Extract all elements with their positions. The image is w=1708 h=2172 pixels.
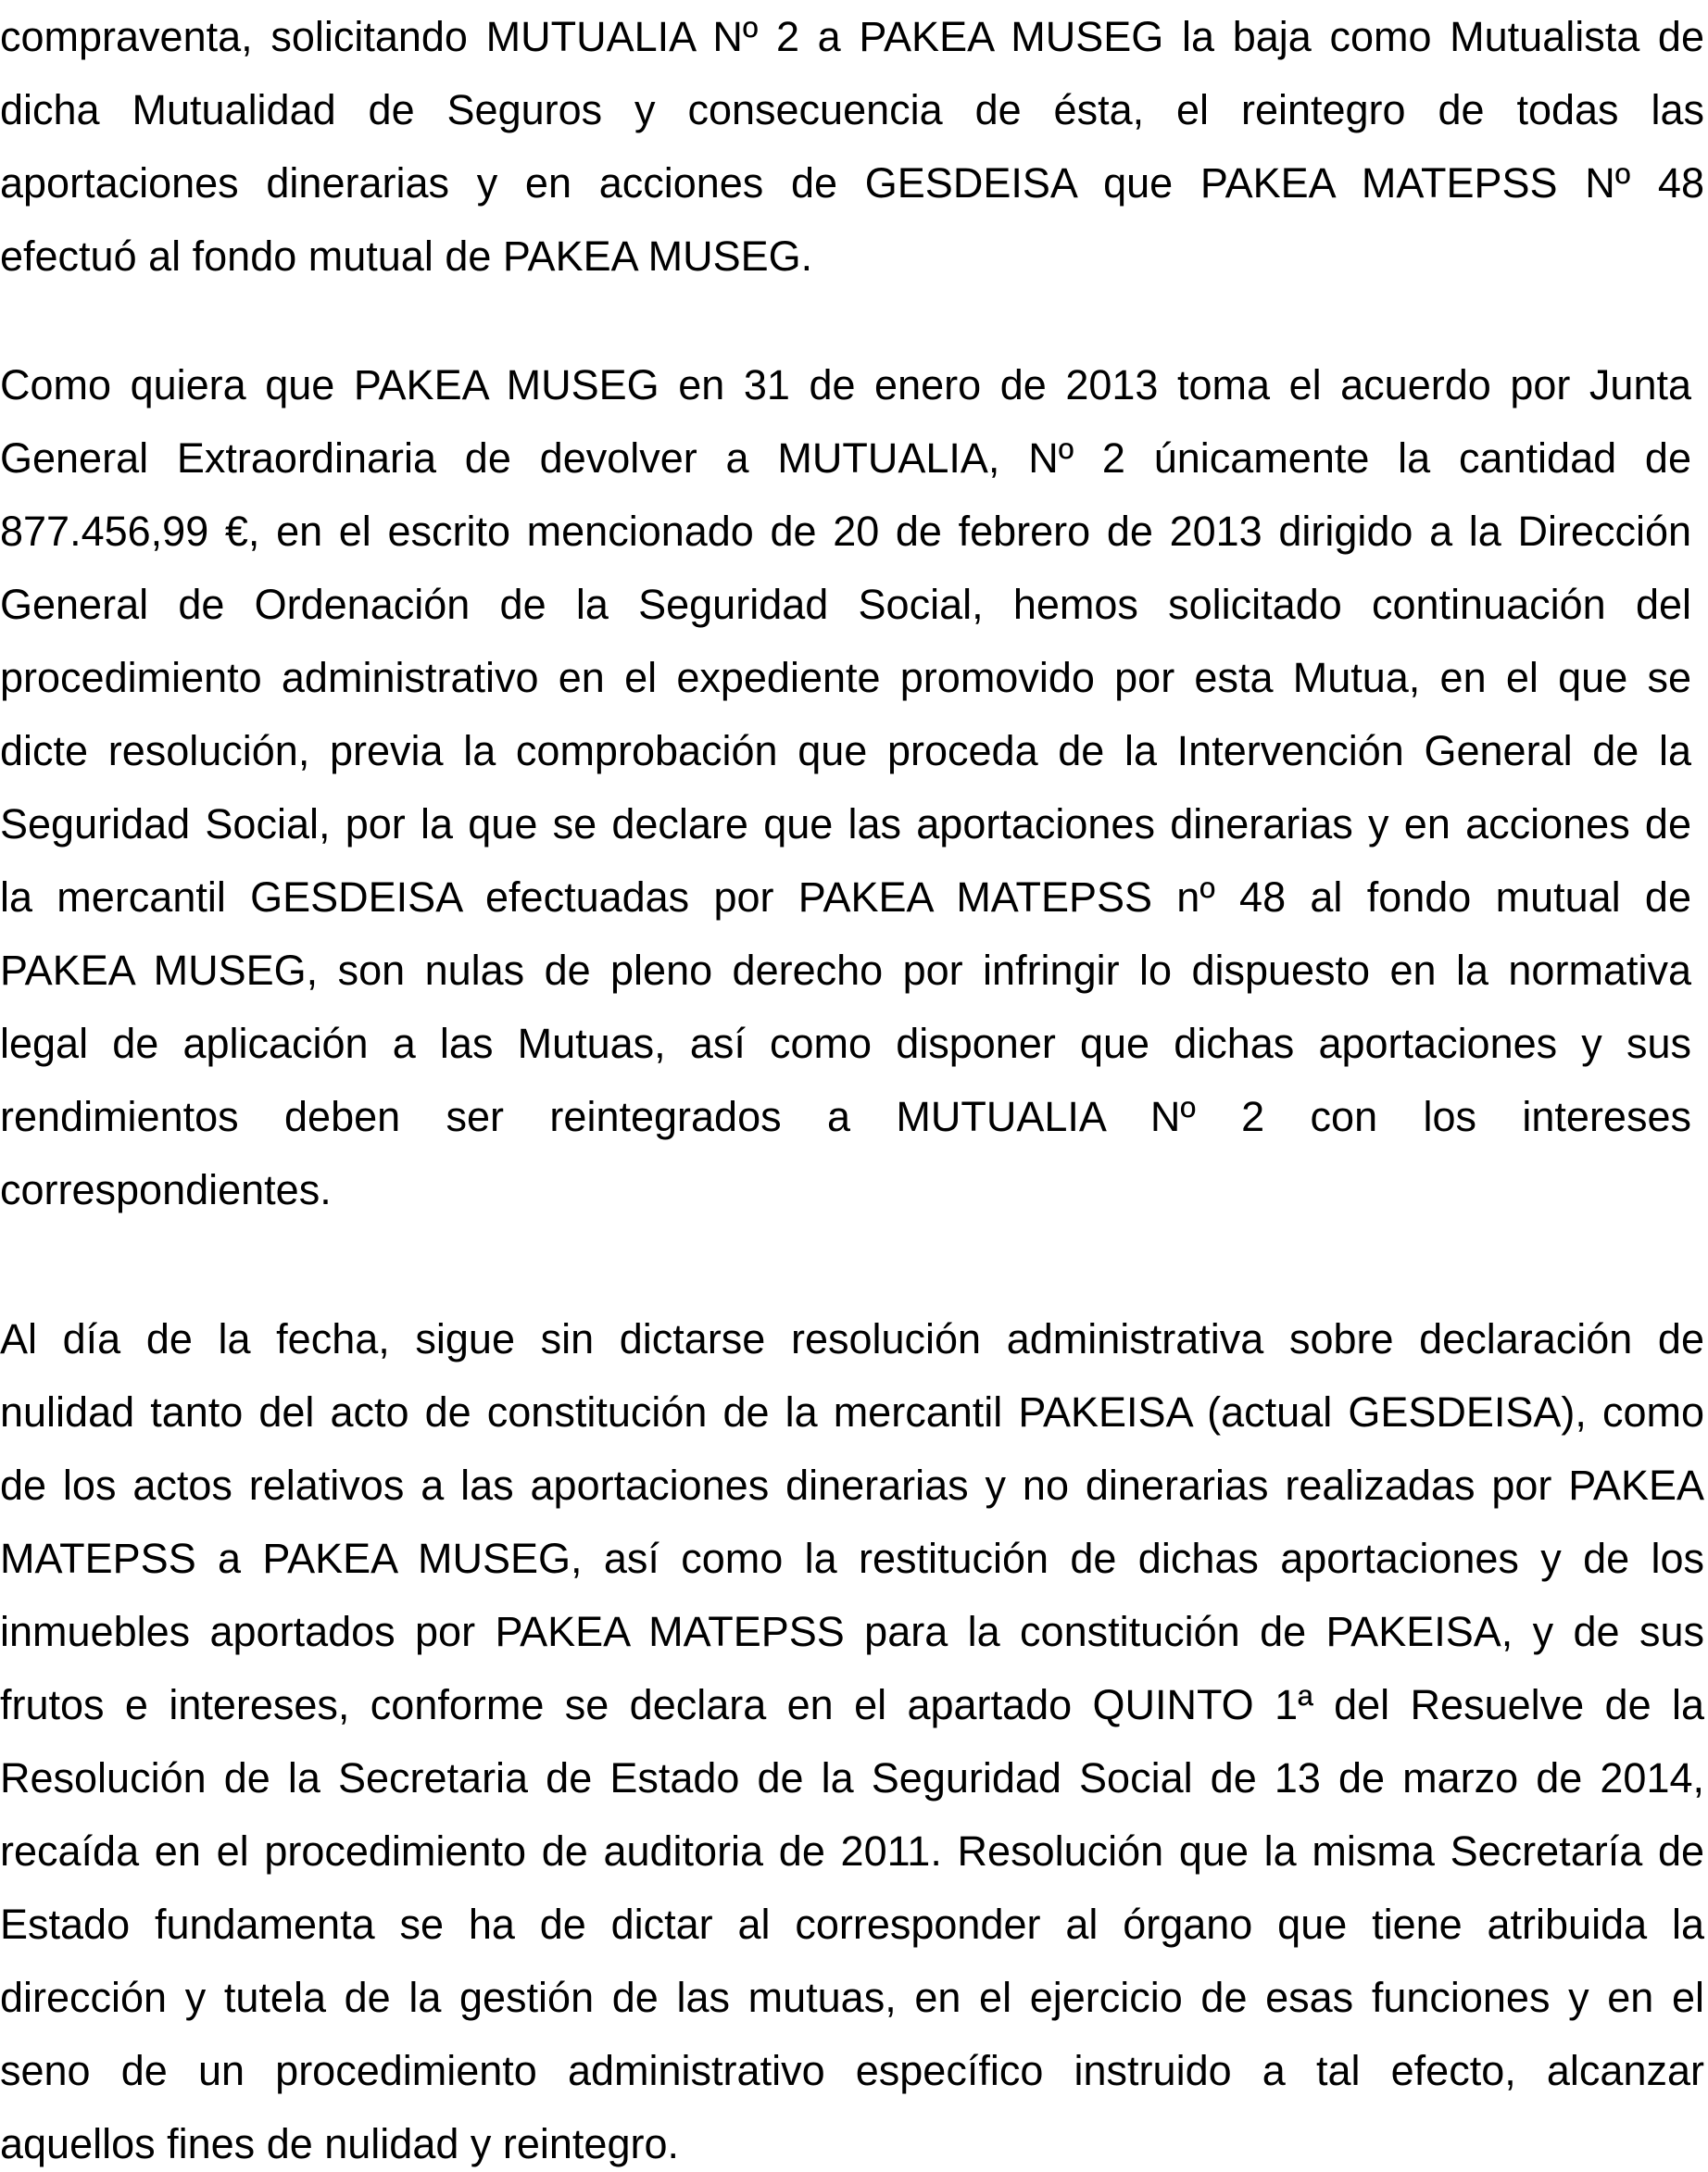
paragraph xyxy=(0,0,1704,293)
text-line: Estado fundamenta se ha de dictar al corresponder al órgano que tiene atribuida la xyxy=(0,1901,1704,1948)
text-line: la mercantil GESDEISA efectuadas por PAKEA MATEPSS nº 48 al fondo mutual de xyxy=(0,873,1691,921)
text-line: seno de un procedimiento administrativo específico instruido a tal efecto, alcanzar xyxy=(0,2047,1704,2094)
paragraph xyxy=(0,348,1691,1226)
text-line: 877.456,99 €, en el escrito mencionado de 20 de febrero de 2013 dirigido a la Dirección xyxy=(0,508,1691,555)
text-line: Como quiera que PAKEA MUSEG en 31 de enero de 2013 toma el acuerdo por Junta xyxy=(0,361,1691,408)
text-line: compraventa, solicitando MUTUALIA Nº 2 a PAKEA MUSEG la baja como Mutualista de xyxy=(0,13,1704,60)
text-line: PAKEA MUSEG, son nulas de pleno derecho por infringir lo dispuesto en la normativa xyxy=(0,947,1691,994)
text-line: inmuebles aportados por PAKEA MATEPSS para la constitución de PAKEISA, y de sus xyxy=(0,1608,1704,1655)
text-line: Al día de la fecha, sigue sin dictarse resolución administrativa sobre declaración de xyxy=(0,1315,1704,1362)
text-line: de los actos relativos a las aportaciones dinerarias y no dinerarias realizadas por PAKEA xyxy=(0,1462,1704,1509)
text-line: aportaciones dinerarias y en acciones de GESDEISA que PAKEA MATEPSS Nº 48 xyxy=(0,159,1704,207)
text-line: correspondientes. xyxy=(0,1166,332,1213)
text-line: aquellos fines de nulidad y reintegro. xyxy=(0,2120,679,2167)
text-line: dirección y tutela de la gestión de las mutuas, en el ejercicio de esas funciones y en el xyxy=(0,1974,1704,2021)
paragraph xyxy=(0,1302,1704,2172)
text-line: nulidad tanto del acto de constitución de la mercantil PAKEISA (actual GESDEISA), como xyxy=(0,1388,1704,1436)
text-line: Seguridad Social, por la que se declare que las aportaciones dinerarias y en acciones de xyxy=(0,800,1691,847)
text-line: General de Ordenación de la Seguridad Social, hemos solicitado continuación del xyxy=(0,581,1691,628)
text-line: frutos e intereses, conforme se declara en el apartado QUINTO 1ª del Resuelve de la xyxy=(0,1681,1704,1728)
text-line: MATEPSS a PAKEA MUSEG, así como la restitución de dichas aportaciones y de los xyxy=(0,1535,1704,1582)
text-line: Resolución de la Secretaria de Estado de la Seguridad Social de 13 de marzo de 2014, xyxy=(0,1754,1704,1802)
text-line: rendimientos deben ser reintegrados a MUTUALIA Nº 2 con los intereses xyxy=(0,1093,1691,1140)
text-line: legal de aplicación a las Mutuas, así como disponer que dichas aportaciones y sus xyxy=(0,1020,1691,1067)
text-line: efectuó al fondo mutual de PAKEA MUSEG. xyxy=(0,232,813,280)
text-line: recaída en el procedimiento de auditoria de 2011. Resolución que la misma Secretaría de xyxy=(0,1827,1704,1875)
text-line: procedimiento administrativo en el expediente promovido por esta Mutua, en el que se xyxy=(0,654,1691,701)
text-line: dicte resolución, previa la comprobación que proceda de la Intervención General de la xyxy=(0,727,1691,774)
text-line: dicha Mutualidad de Seguros y consecuencia de ésta, el reintegro de todas las xyxy=(0,86,1704,133)
text-line: General Extraordinaria de devolver a MUTUALIA, Nº 2 únicamente la cantidad de xyxy=(0,434,1691,482)
